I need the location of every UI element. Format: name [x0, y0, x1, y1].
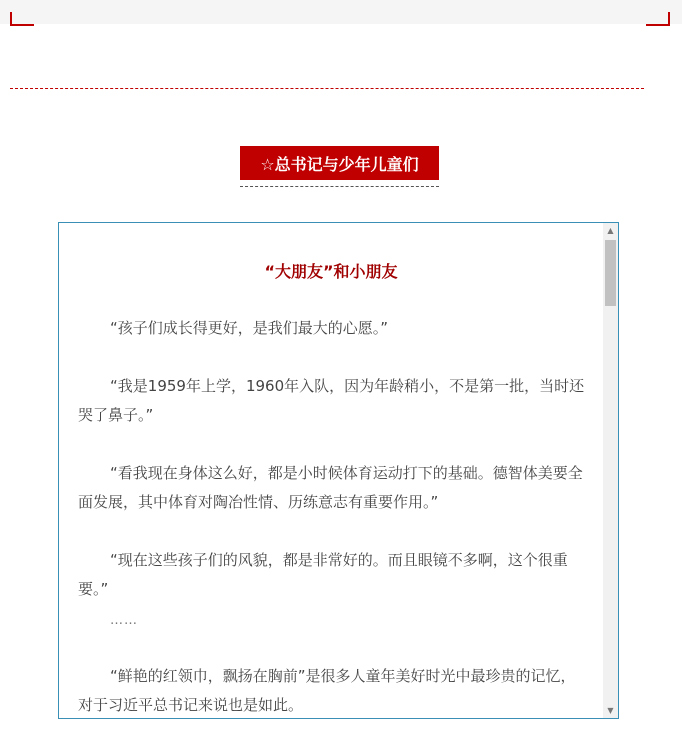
corner-decoration-right	[646, 12, 670, 26]
dashed-divider	[10, 88, 644, 89]
corner-decoration-left	[10, 12, 34, 26]
scroll-up-arrow-icon[interactable]: ▲	[607, 226, 614, 235]
article-paragraph: “孩子们成长得更好，是我们最大的心愿。”	[110, 319, 389, 337]
section-title-badge: ☆总书记与少年儿童们	[240, 146, 439, 180]
article-scroll-box[interactable]	[58, 222, 619, 719]
top-band	[0, 0, 682, 24]
ellipsis-text: ……	[110, 613, 138, 628]
scrollbar-thumb[interactable]	[605, 240, 616, 306]
scroll-down-arrow-icon[interactable]: ▼	[607, 706, 614, 715]
vertical-scrollbar[interactable]	[603, 223, 618, 718]
article-paragraph: “看我现在身体这么好，都是小时候体育运动打下的基础。德智体美要全面发展，其中体育对陶冶性情、历练意志有重要作用。”	[78, 464, 583, 511]
article-paragraph: “我是1959年上学，1960年入队，因为年龄稍小，不是第一批，当时还哭了鼻子。”	[78, 377, 585, 424]
article-paragraph: “鲜艳的红领巾，飘扬在胸前”是很多人童年美好时光中最珍贵的记忆，对于习近平总书记来说也是如此。	[78, 667, 576, 714]
article-title: “大朋友”和小朋友	[264, 262, 398, 281]
section-title-underline	[240, 186, 439, 187]
article-paragraph: “现在这些孩子们的风貌，都是非常好的。而且眼镜不多啊，这个很重要。”	[78, 551, 568, 598]
article-content	[59, 223, 603, 718]
